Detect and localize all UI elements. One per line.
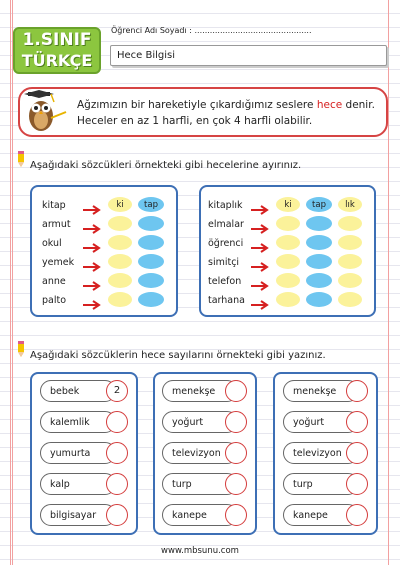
- arrow-right-icon: [250, 238, 270, 248]
- syllable-slot-yellow[interactable]: [276, 273, 300, 288]
- syllable-word: simitçi: [208, 257, 240, 268]
- count-word: televizyon: [293, 448, 342, 459]
- syllable-count-answer[interactable]: [106, 442, 128, 464]
- syllable-slot-blue[interactable]: [306, 292, 332, 307]
- margin-line: [388, 0, 389, 565]
- student-name-blank[interactable]: ..............................................: [194, 26, 312, 35]
- topic-title-box: [110, 45, 387, 66]
- syllable-count-answer[interactable]: [346, 473, 368, 495]
- arrow-right-icon: [82, 276, 102, 286]
- syllable-word: öğrenci: [208, 238, 244, 249]
- syllable-slot-yellow[interactable]: [276, 254, 300, 269]
- arrow-right-icon: [82, 295, 102, 305]
- count-word: menekşe: [172, 386, 216, 397]
- syllable-count-answer[interactable]: [346, 380, 368, 402]
- count-word: kalemlik: [50, 417, 90, 428]
- syllable-word: palto: [42, 295, 67, 306]
- syllable-count-answer[interactable]: [225, 380, 247, 402]
- count-word: kalp: [50, 479, 70, 490]
- syllable-slot-yellow[interactable]: [108, 292, 132, 307]
- syllable-slot-blue[interactable]: [306, 216, 332, 231]
- syllable-slot-yellow[interactable]: [108, 216, 132, 231]
- section1-instruction: Aşağıdaki sözcükleri örnekteki gibi hecelerine ayırınız.: [30, 160, 302, 171]
- owl-teacher-icon: [24, 90, 68, 134]
- syllable-count-answer[interactable]: [225, 442, 247, 464]
- footer-url: www.mbsunu.com: [161, 546, 239, 556]
- word-pill: [40, 442, 116, 464]
- word-pill: [40, 380, 116, 402]
- syllable-slot-yellow[interactable]: [276, 216, 300, 231]
- word-pill: [40, 473, 116, 495]
- logo-grade: 1.SINIF: [22, 30, 92, 50]
- hece-rule: Heceler en az 1 harfli, en çok 4 harfli olabilir.: [77, 115, 313, 127]
- pencil-icon: [16, 341, 26, 357]
- topic-title: Hece Bilgisi: [117, 50, 176, 61]
- count-word: kanepe: [172, 510, 207, 521]
- count-word: turp: [172, 479, 192, 490]
- syllable-count-answer[interactable]: [225, 473, 247, 495]
- syllable-slot-yellow[interactable]: [338, 292, 362, 307]
- arrow-right-icon: [250, 295, 270, 305]
- pencil-icon: [16, 151, 26, 167]
- info-box: [18, 87, 388, 137]
- arrow-right-icon: [250, 219, 270, 229]
- syllable-slot-yellow[interactable]: [338, 273, 362, 288]
- grade-logo: [13, 27, 101, 74]
- count-word: yumurta: [50, 448, 91, 459]
- example-syllable: ki: [116, 200, 124, 210]
- count-word: televizyon: [172, 448, 221, 459]
- syllable-word: kitap: [42, 200, 66, 211]
- syllable-word: telefon: [208, 276, 242, 287]
- student-name-line: [111, 26, 312, 35]
- syllable-slot-blue[interactable]: [138, 254, 164, 269]
- example-syllable: tap: [312, 200, 326, 210]
- syllable-slot-yellow[interactable]: [108, 254, 132, 269]
- arrow-right-icon: [82, 257, 102, 267]
- student-name-label: Öğrenci Adı Soyadı :: [111, 26, 192, 35]
- syllable-slot-blue[interactable]: [138, 292, 164, 307]
- syllable-count-answer[interactable]: [225, 504, 247, 526]
- count-word: menekşe: [293, 386, 337, 397]
- margin-line: [10, 0, 11, 565]
- count-word: yoğurt: [172, 417, 204, 428]
- syllable-slot-yellow[interactable]: [108, 273, 132, 288]
- definition-text: Ağzımızın bir hareketiyle çıkardığımız seslere: [77, 99, 317, 111]
- arrow-right-icon: [82, 238, 102, 248]
- syllable-word: elmalar: [208, 219, 244, 230]
- margin-line: [12, 0, 13, 565]
- syllable-slot-blue[interactable]: [138, 273, 164, 288]
- syllable-count-answer[interactable]: [346, 504, 368, 526]
- logo-subject: TÜRKÇE: [21, 51, 93, 70]
- syllable-slot-yellow[interactable]: [338, 216, 362, 231]
- syllable-count-answer[interactable]: [106, 473, 128, 495]
- syllable-count-answer[interactable]: [106, 504, 128, 526]
- syllable-slot-blue[interactable]: [306, 235, 332, 250]
- syllable-slot-yellow[interactable]: [276, 292, 300, 307]
- count-word: kanepe: [293, 510, 328, 521]
- syllable-slot-blue[interactable]: [138, 216, 164, 231]
- count-word: turp: [293, 479, 313, 490]
- word-pill: [40, 504, 116, 526]
- count-word: bilgisayar: [50, 510, 97, 521]
- definition-keyword: hece: [316, 99, 343, 111]
- syllable-slot-blue[interactable]: [306, 254, 332, 269]
- syllable-word: yemek: [42, 257, 75, 268]
- example-syllable: tap: [144, 200, 158, 210]
- arrow-right-icon: [82, 219, 102, 229]
- syllable-word: anne: [42, 276, 66, 287]
- syllable-slot-yellow[interactable]: [338, 235, 362, 250]
- example-syllable: lık: [345, 200, 355, 210]
- syllable-word: armut: [42, 219, 71, 230]
- syllable-count-answer[interactable]: [346, 442, 368, 464]
- syllable-slot-blue[interactable]: [138, 235, 164, 250]
- syllable-word: okul: [42, 238, 62, 249]
- arrow-right-icon: [250, 200, 270, 210]
- syllable-count-answer[interactable]: [346, 411, 368, 433]
- syllable-word: kitaplık: [208, 200, 243, 211]
- syllable-count-answer[interactable]: [106, 411, 128, 433]
- syllable-count-answer[interactable]: [225, 411, 247, 433]
- example-syllable: ki: [284, 200, 292, 210]
- arrow-right-icon: [250, 257, 270, 267]
- word-pill: [40, 411, 116, 433]
- section2-instruction: Aşağıdaki sözcüklerin hece sayılarını örnekteki gibi yazınız.: [30, 350, 326, 361]
- syllable-word: tarhana: [208, 295, 245, 306]
- count-word: yoğurt: [293, 417, 325, 428]
- arrow-right-icon: [82, 200, 102, 210]
- definition-text-end: denir.: [342, 99, 375, 111]
- arrow-right-icon: [250, 276, 270, 286]
- count-word: bebek: [50, 386, 80, 397]
- syllable-count-answer[interactable]: 2: [106, 380, 128, 402]
- syllable-slot-yellow[interactable]: [276, 235, 300, 250]
- syllable-slot-yellow[interactable]: [338, 254, 362, 269]
- syllable-slot-yellow[interactable]: [108, 235, 132, 250]
- syllable-slot-blue[interactable]: [306, 273, 332, 288]
- hece-definition: [77, 98, 375, 112]
